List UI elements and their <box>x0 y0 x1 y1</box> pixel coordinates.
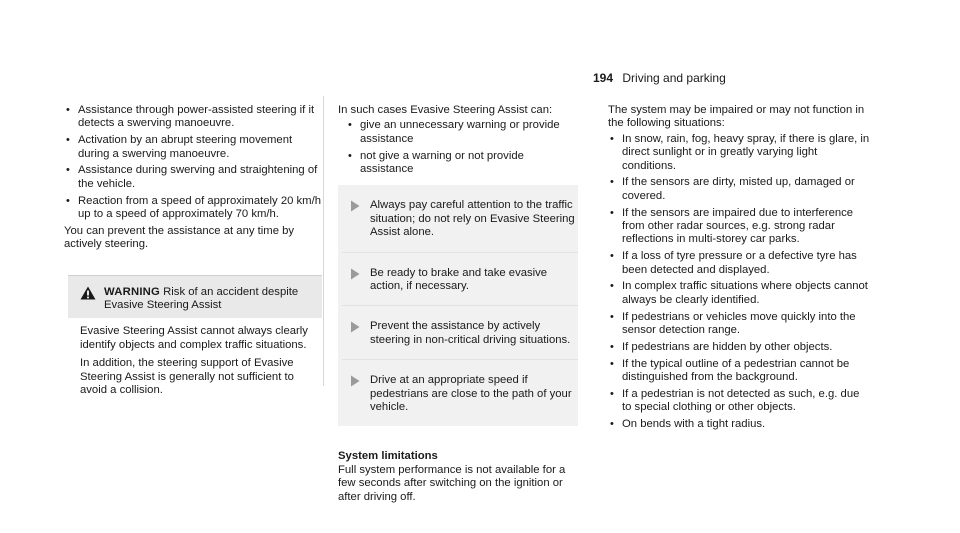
list-item: • give an unnecessary warning or provide assistance <box>348 119 560 145</box>
warning-label: WARNING <box>104 285 160 298</box>
bullet-icon: • <box>66 194 70 207</box>
list-item: • Reaction from a speed of approximately 20 km/h up to a speed of approximately 70 km/h. <box>66 194 322 221</box>
list-item: • In snow, rain, fog, heavy spray, if there is glare, in direct sunlight or in greatly varying light conditions. <box>610 132 870 172</box>
list-item: • If the sensors are dirty, misted up, damaged or covered. <box>610 176 855 202</box>
bullet-icon: • <box>348 119 352 132</box>
instruction-item: Prevent the assistance by actively steering in non-critical driving situations. <box>342 305 578 359</box>
list-item: • Activation by an abrupt steering movement during a swerving manoeuvre. <box>66 134 293 160</box>
instruction-item: Drive at an appropriate speed if pedestrians are close to the path of your vehicle. <box>342 359 578 426</box>
bullet-icon: • <box>610 132 614 145</box>
limitations-heading: System limitations <box>338 450 438 463</box>
warning-body <box>68 318 322 408</box>
warning-text: Evasive Steering Assist cannot always clearly identify objects and complex traffic situations. <box>80 325 308 351</box>
list-item: • If a pedestrian is not detected as such, e.g. due to special clothing or other objects. <box>610 387 860 414</box>
list-item: • If the typical outline of a pedestrian cannot be distinguished from the background. <box>610 357 850 384</box>
instruction-box <box>338 185 578 426</box>
list-item: • If pedestrians are hidden by other objects. <box>610 340 833 353</box>
list-item: • If a loss of tyre pressure or a defective tyre has been detected and displayed. <box>610 250 857 276</box>
bullet-icon: • <box>610 280 614 293</box>
bullet-icon: • <box>610 340 614 353</box>
bullet-icon: • <box>66 134 70 147</box>
override-paragraph: You can prevent the assistance at any time by actively steering. <box>64 224 295 251</box>
warning-text: In addition, the steering support of Evasive Steering Assist is generally not sufficient to avoid a collision. <box>80 357 294 397</box>
warning-triangle-icon <box>80 286 96 300</box>
impairment-intro: The system may be impaired or may not function in the following situations: <box>608 104 865 130</box>
cases-list <box>338 119 578 176</box>
bullet-icon: • <box>610 310 614 323</box>
arrow-right-icon <box>350 268 360 280</box>
column-middle <box>338 104 578 504</box>
limitations-text: Full system performance is not available for a few seconds after switching on the ignition or after driving off. <box>338 463 566 503</box>
bullet-icon: • <box>610 250 614 263</box>
column-right <box>608 104 870 435</box>
impairment-list <box>608 133 870 432</box>
bullet-icon: • <box>66 164 70 177</box>
section-title: Driving and parking <box>622 71 726 85</box>
cases-intro: In such cases Evasive Steering Assist can: <box>338 104 553 116</box>
instruction-item: Be ready to brake and take evasive action, if necessary. <box>342 252 578 306</box>
list-item: • not give a warning or not provide assistance <box>348 149 524 176</box>
bullet-icon: • <box>610 206 614 219</box>
warning-title: Risk of an accident despite Evasive Steering Assist <box>104 285 299 312</box>
list-item: • On bends with a tight radius. <box>610 418 766 431</box>
instruction-item: Always pay careful attention to the traffic situation; do not rely on Evasive Steering Assist alone. <box>342 185 578 251</box>
page-number: 194 <box>593 71 614 85</box>
bullet-icon: • <box>66 104 70 116</box>
bullet-icon: • <box>610 357 614 370</box>
bullet-icon: • <box>610 418 614 431</box>
bullet-icon: • <box>610 387 614 400</box>
arrow-right-icon <box>350 375 360 387</box>
warning-header <box>68 276 322 319</box>
list-item: • In complex traffic situations where objects cannot always be clearly identified. <box>610 280 868 306</box>
list-item: • Assistance through power-assisted steering if it detects a swerving manoeuvre. <box>66 104 315 130</box>
bullet-icon: • <box>348 149 352 162</box>
list-item: • Assistance during swerving and straightening of the vehicle. <box>66 164 318 190</box>
list-item: • If the sensors are impaired due to interference from other radar sources, e.g. strong radar reflections in multi-storey car parks. <box>610 206 854 246</box>
feature-list <box>64 104 326 221</box>
arrow-right-icon <box>350 200 360 212</box>
list-item: • If pedestrians or vehicles move quickly into the sensor detection range. <box>610 310 856 337</box>
warning-box <box>68 275 322 409</box>
bullet-icon: • <box>610 176 614 189</box>
page-header <box>593 72 726 85</box>
arrow-right-icon <box>350 321 360 333</box>
column-left <box>64 104 326 408</box>
